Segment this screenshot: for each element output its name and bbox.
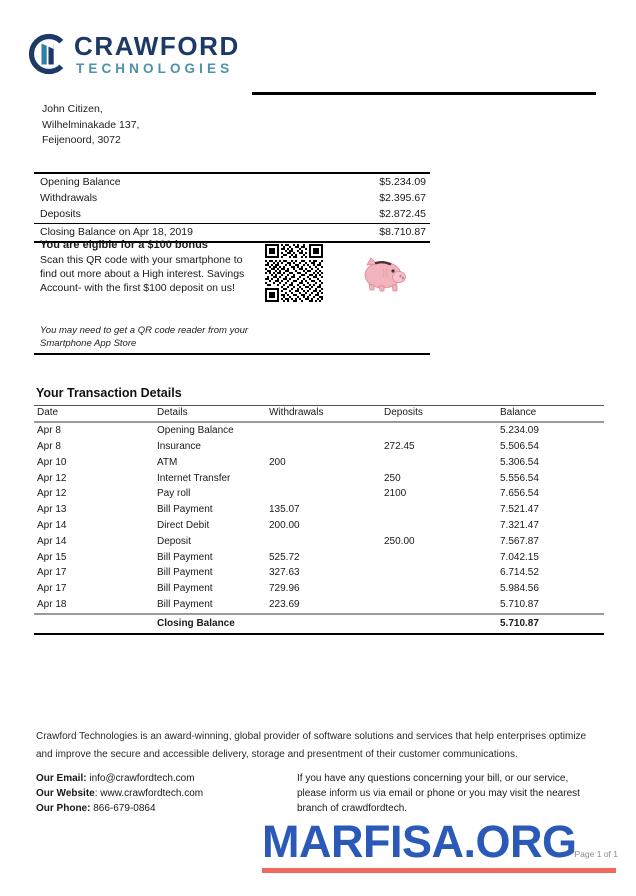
cell-date: Apr 12 bbox=[37, 488, 67, 500]
cell-wd: 223.69 bbox=[269, 599, 300, 611]
company-description: Crawford Technologies is an award-winning, global provider of software solutions and services that help enterprises optimize and improve the secure and accessible delivery, storage and presentment of their customer communications. bbox=[36, 731, 587, 760]
cell-dep: 250.00 bbox=[384, 535, 415, 547]
cell-date: Apr 18 bbox=[37, 599, 67, 611]
summary-amount: $2.872.45 bbox=[379, 207, 426, 220]
cell-details: Closing Balance bbox=[154, 614, 266, 634]
cell-date: Apr 8 bbox=[37, 441, 61, 453]
cell-wd bbox=[266, 470, 381, 486]
table-row bbox=[34, 486, 604, 502]
cell-dep bbox=[381, 614, 497, 634]
table-row bbox=[34, 455, 604, 471]
table-row bbox=[34, 439, 604, 455]
cell-bal: 5.556.54 bbox=[500, 472, 539, 484]
summary-amount: $5.234.09 bbox=[379, 175, 426, 188]
cell-date: Apr 13 bbox=[37, 504, 67, 516]
cell-date: Apr 17 bbox=[37, 567, 67, 579]
table-row bbox=[34, 534, 604, 550]
summary-amount: $2.395.67 bbox=[379, 191, 426, 204]
contact-website-label: Our Website bbox=[36, 788, 95, 799]
cell-wd: 525.72 bbox=[269, 551, 300, 563]
summary-label: Deposits bbox=[40, 207, 81, 220]
cell-dep: 2100 bbox=[384, 488, 407, 500]
cell-details: Direct Debit bbox=[157, 520, 210, 532]
contact-phone-label: Our Phone: bbox=[36, 803, 91, 814]
cell-dep: 250 bbox=[384, 472, 401, 484]
summary-row bbox=[34, 206, 430, 222]
cell-date: Apr 8 bbox=[37, 425, 61, 437]
bonus-title: You are elgible for a $100 bonus bbox=[40, 239, 208, 251]
bonus-promo-block bbox=[34, 236, 430, 355]
contact-website-value[interactable]: : www.crawfordtech.com bbox=[94, 788, 204, 799]
column-header-date: Date bbox=[34, 406, 154, 423]
closing-balance-row bbox=[34, 614, 604, 634]
contact-email-line bbox=[36, 771, 203, 786]
cell-bal: 7.521.47 bbox=[500, 504, 539, 516]
column-header-balance: Balance bbox=[497, 406, 604, 423]
cell-dep bbox=[381, 422, 497, 439]
watermark-bar bbox=[262, 868, 616, 873]
cell-dep bbox=[381, 518, 497, 534]
cell-wd bbox=[266, 486, 381, 502]
cell-dep: 272.45 bbox=[384, 441, 415, 453]
contact-website-line bbox=[36, 786, 203, 801]
summary-label: Opening Balance bbox=[40, 175, 121, 188]
cell-bal: 6.714.52 bbox=[500, 567, 539, 579]
cell-date: Apr 14 bbox=[37, 520, 67, 532]
questions-note: If you have any questions concerning your bill, or our service, please inform us via email or phone or you may visit the nearest branch of crawdfordtech. bbox=[297, 773, 580, 814]
recipient-city: Feijenoord, 3072 bbox=[42, 134, 121, 146]
contact-block bbox=[36, 771, 203, 816]
contact-email-value[interactable]: info@crawfordtech.com bbox=[89, 773, 195, 784]
table-row bbox=[34, 549, 604, 565]
cell-wd: 327.63 bbox=[269, 567, 300, 579]
table-row bbox=[34, 581, 604, 597]
summary-row bbox=[34, 190, 430, 206]
table-row bbox=[34, 502, 604, 518]
summary-closing-amount: $8.710.87 bbox=[379, 225, 426, 238]
cell-details: Pay roll bbox=[157, 488, 191, 500]
bonus-body: Scan this QR code with your smartphone to find out more about a High interest. Savings Account- with the first $100 deposit on us! bbox=[40, 253, 245, 295]
cell-wd: 135.07 bbox=[269, 504, 300, 516]
table-row bbox=[34, 565, 604, 581]
cell-wd bbox=[266, 534, 381, 550]
cell-bal: 5.506.54 bbox=[500, 441, 539, 453]
balance-summary-table bbox=[34, 172, 430, 243]
cell-bal: 5.710.87 bbox=[497, 614, 604, 634]
qr-code-icon[interactable] bbox=[265, 244, 323, 302]
cell-details: Internet Transfer bbox=[157, 472, 231, 484]
table-header-row bbox=[34, 406, 604, 423]
contact-phone-line bbox=[36, 801, 203, 816]
piggy-bank-icon bbox=[359, 250, 409, 296]
watermark bbox=[262, 818, 634, 873]
logo-name-secondary: TECHNOLOGIES bbox=[76, 61, 234, 76]
cell-dep bbox=[381, 455, 497, 471]
logo-name-primary: CRAWFORD bbox=[74, 31, 240, 61]
crawford-circle-logo-icon bbox=[28, 33, 70, 75]
company-logo bbox=[28, 33, 240, 76]
page-number: Page 1 of 1 bbox=[574, 849, 618, 859]
summary-label: Withdrawals bbox=[40, 191, 98, 204]
cell-wd: 200 bbox=[269, 456, 286, 468]
cell-wd bbox=[266, 422, 381, 439]
cell-bal: 5.234.09 bbox=[500, 425, 539, 437]
contact-email-label: Our Email: bbox=[36, 773, 87, 784]
cell-wd bbox=[266, 439, 381, 455]
contact-phone-value[interactable]: 866-679-0864 bbox=[93, 803, 156, 814]
cell-details: Insurance bbox=[157, 441, 201, 453]
cell-bal: 5.984.56 bbox=[500, 583, 539, 595]
cell-date bbox=[34, 614, 154, 634]
cell-details: Bill Payment bbox=[157, 599, 213, 611]
cell-bal: 7.567.87 bbox=[500, 535, 539, 547]
cell-wd: 200.00 bbox=[269, 520, 300, 532]
cell-details: Deposit bbox=[157, 535, 191, 547]
cell-details: Bill Payment bbox=[157, 567, 213, 579]
cell-bal: 7.656.54 bbox=[500, 488, 539, 500]
cell-details: Opening Balance bbox=[157, 425, 234, 437]
transactions-table bbox=[34, 405, 604, 635]
table-row bbox=[34, 470, 604, 486]
cell-details: Bill Payment bbox=[157, 583, 213, 595]
cell-dep bbox=[381, 502, 497, 518]
cell-bal: 7.042.15 bbox=[500, 551, 539, 563]
column-header-deposits: Deposits bbox=[381, 406, 497, 423]
cell-bal: 5.710.87 bbox=[500, 599, 539, 611]
cell-wd bbox=[266, 614, 381, 634]
cell-date: Apr 14 bbox=[37, 535, 67, 547]
cell-bal: 7.321.47 bbox=[500, 520, 539, 532]
cell-dep bbox=[381, 597, 497, 614]
cell-dep bbox=[381, 565, 497, 581]
summary-closing-label: Closing Balance on Apr 18, 2019 bbox=[40, 225, 193, 238]
table-row bbox=[34, 422, 604, 439]
cell-details: Bill Payment bbox=[157, 504, 213, 516]
table-row bbox=[34, 518, 604, 534]
logo-wordmark bbox=[74, 33, 240, 76]
summary-row bbox=[34, 174, 430, 190]
column-header-details: Details bbox=[154, 406, 266, 423]
watermark-text: MARFISA.ORG bbox=[262, 816, 577, 867]
cell-date: Apr 12 bbox=[37, 472, 67, 484]
cell-date: Apr 17 bbox=[37, 583, 67, 595]
cell-date: Apr 15 bbox=[37, 551, 67, 563]
cell-wd: 729.96 bbox=[269, 583, 300, 595]
cell-dep bbox=[381, 581, 497, 597]
cell-details: Bill Payment bbox=[157, 551, 213, 563]
column-header-withdrawals: Withdrawals bbox=[266, 406, 381, 423]
cell-bal: 5.306.54 bbox=[500, 456, 539, 468]
cell-details: ATM bbox=[157, 456, 178, 468]
cell-date: Apr 10 bbox=[37, 456, 67, 468]
transactions-heading: Your Transaction Details bbox=[36, 386, 182, 400]
table-row bbox=[34, 597, 604, 614]
header-rule bbox=[252, 92, 596, 95]
recipient-address bbox=[42, 102, 139, 149]
cell-dep bbox=[381, 549, 497, 565]
recipient-name: John Citizen, bbox=[42, 103, 103, 115]
bonus-note: You may need to get a QR code reader from your Smartphone App Store bbox=[40, 325, 249, 349]
recipient-street: Wilhelminakade 137, bbox=[42, 118, 140, 131]
bonus-copy bbox=[40, 238, 255, 295]
